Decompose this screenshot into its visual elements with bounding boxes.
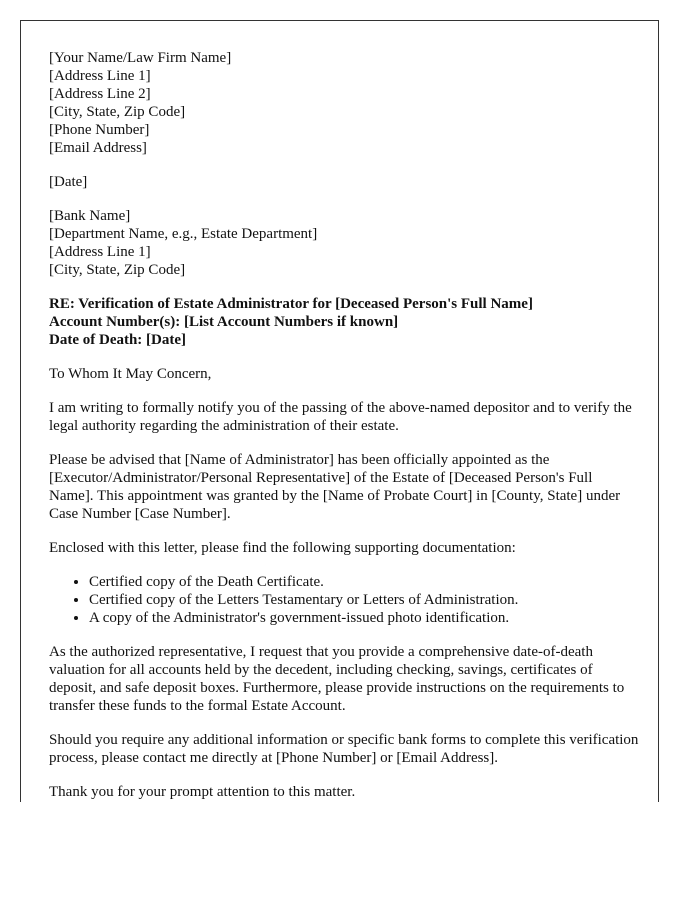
enclosure-item: • Certified copy of the Letters Testamentary or Letters of Administration. <box>89 591 639 609</box>
body-paragraph-request: As the authorized representative, I request that you provide a comprehensive date-of-death valuation for all accounts held by the decedent, including checking, savings, certificates of deposit, and safe deposit boxes. Furthermore, please provide instructions on the requirements to transfer these funds to the formal Estate Account. <box>49 644 625 714</box>
enclosures-list <box>49 573 639 627</box>
recipient-department: [Department Name, e.g., Estate Department] <box>49 226 318 242</box>
recipient-bank-name: [Bank Name] <box>49 208 131 224</box>
salutation: To Whom It May Concern, <box>49 366 212 382</box>
body-paragraph-appointment: Please be advised that [Name of Administrator] has been officially appointed as the [Executor/Administrator/Personal Representative] of the Estate of [Deceased Person's Full Name]. This appointment was granted by the [Name of Probate Court] in [County, State] under Case Number [Case Number]. <box>49 452 621 522</box>
enclosure-item: • A copy of the Administrator's government-issued photo identification. <box>89 609 639 627</box>
body-paragraph-thanks: Thank you for your prompt attention to this matter. <box>49 784 356 800</box>
sender-phone: [Phone Number] <box>49 122 150 138</box>
subject-block <box>49 295 639 349</box>
sender-address-block <box>49 49 639 157</box>
recipient-city-state-zip: [City, State, Zip Code] <box>49 262 186 278</box>
letter-date <box>49 173 639 191</box>
body-paragraph-enclosures-intro: Enclosed with this letter, please find the following supporting documentation: <box>49 540 516 556</box>
sender-name: [Your Name/Law Firm Name] <box>49 50 232 66</box>
sender-email: [Email Address] <box>49 140 147 156</box>
body-paragraph-contact: Should you require any additional information or specific bank forms to complete this verification process, please contact me directly at [Phone Number] or [Email Address]. <box>49 732 639 766</box>
sender-address-line-1: [Address Line 1] <box>49 68 151 84</box>
sender-address-line-2: [Address Line 2] <box>49 86 151 102</box>
subject-date-of-death: Date of Death: [Date] <box>49 332 187 348</box>
letter-content <box>49 49 639 802</box>
enclosure-item: • Certified copy of the Death Certificate. <box>89 573 639 591</box>
sender-city-state-zip: [City, State, Zip Code] <box>49 104 186 120</box>
recipient-address-line-1: [Address Line 1] <box>49 244 151 260</box>
date-text: [Date] <box>49 174 88 190</box>
recipient-address-block <box>49 207 639 279</box>
body-paragraph-notification: I am writing to formally notify you of the passing of the above-named depositor and to verify the legal authority regarding the administration of their estate. <box>49 400 632 434</box>
subject-account-numbers: Account Number(s): [List Account Numbers if known] <box>49 314 399 330</box>
subject-re-line: RE: Verification of Estate Administrator for [Deceased Person's Full Name] <box>49 296 533 312</box>
letter-page <box>20 20 659 802</box>
